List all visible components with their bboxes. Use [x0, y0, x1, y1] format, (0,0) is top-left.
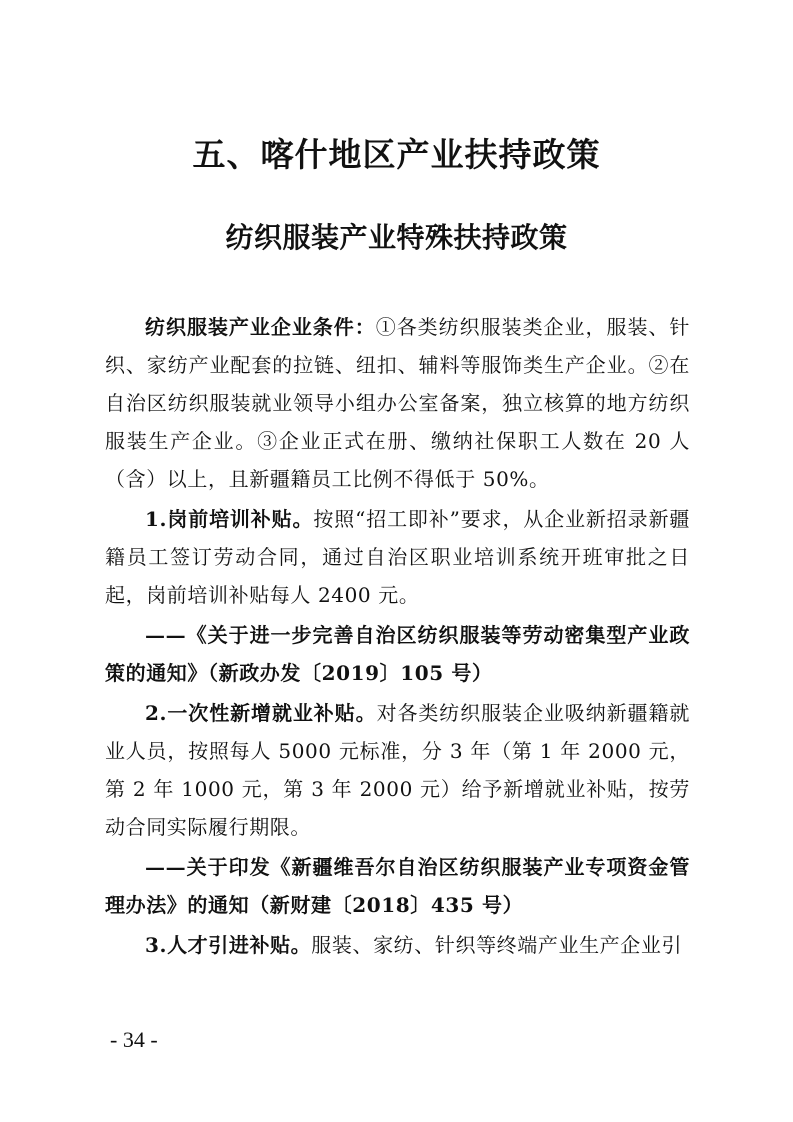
- document-title: 五、喀什地区产业扶持政策: [192, 135, 601, 174]
- item-paragraph-1: [105, 500, 690, 614]
- conditions-text: ①各类纺织服装类企业，服装、针织、家纺产业配套的拉链、纽扣、辅料等服饰类生产企业。②在自治区纺织服装就业领导小组办公室备案，独立核算的地方纺织服装生产企业。③企业正式在册、缴纳社保职工人数在 20 人（含）以上，且新疆籍员工比例不得低于 50%。: [105, 315, 690, 491]
- item-paragraph-2: [105, 694, 690, 846]
- page-number: - 34 -: [110, 1027, 158, 1052]
- item-paragraph-3: [105, 926, 690, 964]
- item-heading-1: 1.岗前培训补贴。: [145, 507, 314, 531]
- policy-source-2: ——关于印发《新疆维吾尔自治区纺织服装产业专项资金管理办法》的通知（新财建〔2018〕435 号）: [105, 855, 690, 917]
- item-heading-3: 3.人才引进补贴。: [145, 933, 312, 957]
- item-text-3: 服装、家纺、针织等终端产业生产企业引: [311, 933, 683, 957]
- item-text-2: 对各类纺织服装企业吸纳新疆籍就业人员，按照每人 5000 元标准，分 3 年（第 1 年 2000 元，第 2 年 1000 元，第 3 年 2000 元）给予新增就业补贴，按劳动合同实际履行期限。: [105, 701, 690, 839]
- item-text-1: 按照“招工即补”要求，从企业新招录新疆籍员工签订劳动合同，通过自治区职业培训系统开班审批之日起，岗前培训补贴每人 2400 元。: [105, 507, 690, 607]
- item-heading-2: 2.一次性新增就业补贴。: [145, 701, 377, 725]
- document-body: [105, 308, 690, 966]
- document-subtitle: 纺织服装产业特殊扶持政策: [225, 221, 568, 254]
- policy-source-1: ——《关于进一步完善自治区纺织服装等劳动密集型产业政策的通知》（新政办发〔2019〕105 号）: [105, 623, 690, 685]
- conditions-label: 纺织服装产业企业条件：: [145, 315, 376, 339]
- conditions-paragraph: [105, 308, 690, 498]
